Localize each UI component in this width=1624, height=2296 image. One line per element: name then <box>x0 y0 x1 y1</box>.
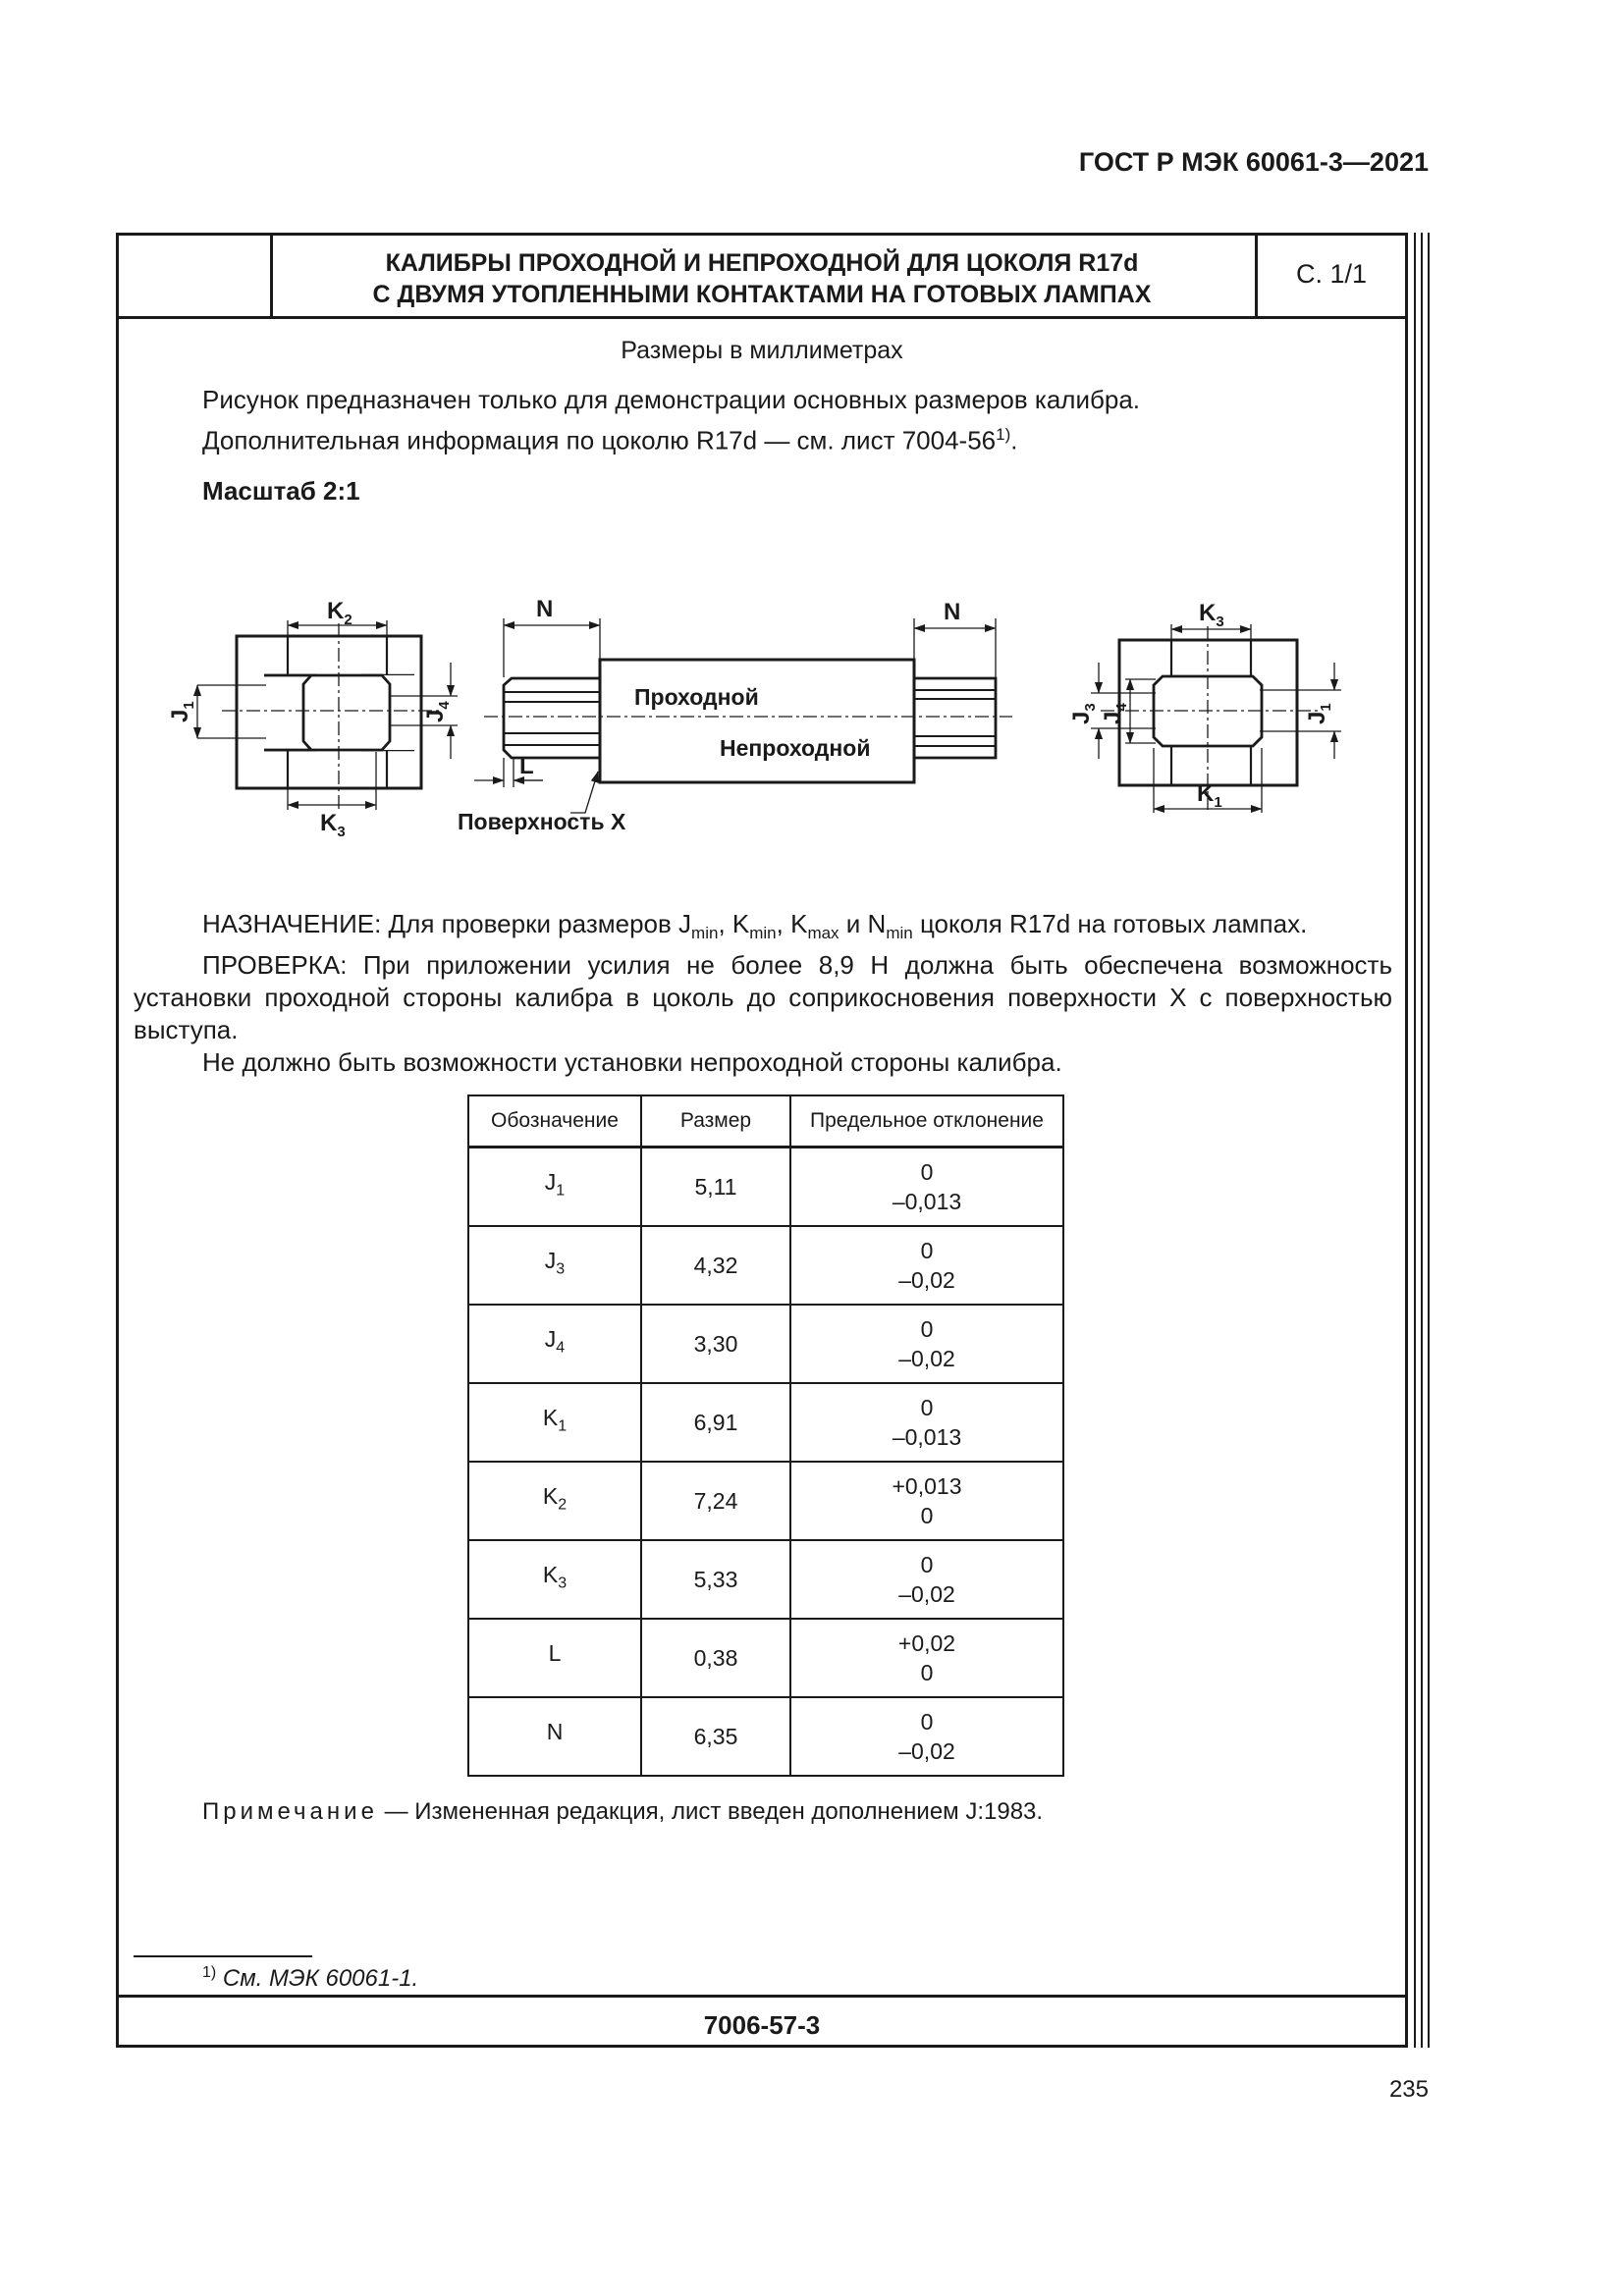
dim-label-k3-left: $K_3$ <box>320 810 346 840</box>
frame-double-line <box>1414 233 1416 2048</box>
symbol-cell: $K_2$ <box>468 1462 641 1540</box>
dim-label-j4-left: $J_4$ <box>422 701 453 722</box>
frame-double-line <box>1421 233 1423 2048</box>
dim-label-k1: $K_1$ <box>1197 780 1222 811</box>
table-row <box>468 1383 1063 1462</box>
footnote <box>202 1964 418 1993</box>
footnote-ref: 1) <box>996 425 1011 444</box>
footnote-rule <box>134 1955 312 1957</box>
dim-label-j4-right: $J_4$ <box>1100 703 1130 724</box>
units-note: Размеры в миллиметрах <box>621 337 903 364</box>
table-row <box>468 1697 1063 1776</box>
symbol-cell: $J_4$ <box>468 1305 641 1383</box>
table-row <box>468 1462 1063 1540</box>
title-block <box>119 236 1405 319</box>
purpose-text <box>134 908 1392 1079</box>
dim-label-j3: $J_3$ <box>1068 703 1099 724</box>
size-cell: 3,30 <box>641 1305 790 1383</box>
symbol-cell: N <box>468 1697 641 1776</box>
deviation-cell: 0 –0,02 <box>790 1305 1063 1383</box>
column-header: Предельное отклонение <box>790 1095 1063 1148</box>
footnote-text: См. МЭК 60061-1. <box>216 1965 419 1992</box>
intro-line-2-text: Дополнительная информация по цоколю R17d — см. лист 7004-56 <box>202 425 997 455</box>
intro-paragraph <box>202 383 1331 458</box>
column-header: Размер <box>641 1095 790 1148</box>
sheet-frame <box>116 233 1408 2048</box>
size-cell: 5,33 <box>641 1540 790 1619</box>
dim-label-j1-right: $J_1$ <box>1304 703 1334 724</box>
page-number: 235 <box>1388 2076 1429 2103</box>
title-line-1: КАЛИБРЫ ПРОХОДНОЙ И НЕПРОХОДНОЙ ДЛЯ ЦОКОЛЯ R17d <box>385 249 1139 277</box>
frame-double-line <box>1428 233 1430 2048</box>
size-cell: 0,38 <box>641 1619 790 1697</box>
note <box>202 1798 1043 1826</box>
table-row <box>468 1148 1063 1227</box>
deviation-cell: 0 –0,02 <box>790 1540 1063 1619</box>
intro-line-2 <box>202 417 1331 458</box>
size-cell: 5,11 <box>641 1148 790 1227</box>
intro-line-2-end: . <box>1010 425 1018 455</box>
sheet-title <box>276 247 1248 310</box>
table-row <box>468 1540 1063 1619</box>
purpose-paragraph: НАЗНАЧЕНИЕ: Для проверки размеров $J_{min}$, $K_{min}$, $K_{max}$ и $N_{min}$ цоколя R17d на готовых лампах. <box>202 909 1308 943</box>
note-label: Примечание <box>202 1798 378 1825</box>
intro-line-1: Рисунок предназначен только для демонстрации основных размеров калибра. <box>202 385 1141 414</box>
deviation-cell: 0 –0,013 <box>790 1383 1063 1462</box>
symbol-cell: $J_1$ <box>468 1148 641 1227</box>
size-cell: 4,32 <box>641 1226 790 1305</box>
left-end-view <box>197 620 458 810</box>
dim-label-k2: $K_2$ <box>327 598 352 628</box>
bottom-rule <box>119 1995 1405 1998</box>
scale-label: Масштаб 2:1 <box>202 476 360 506</box>
column-header: Обозначение <box>468 1095 641 1148</box>
standard-code: ГОСТ Р МЭК 60061-3—2021 <box>1078 147 1429 177</box>
table-row <box>468 1619 1063 1697</box>
table-row <box>468 1226 1063 1305</box>
center-side-view <box>474 618 1012 813</box>
title-line-2: С ДВУМЯ УТОПЛЕННЫМИ КОНТАКТАМИ НА ГОТОВЫХ ЛАМПАХ <box>372 281 1152 308</box>
surface-x-label: Поверхность X <box>458 809 626 834</box>
deviation-cell: +0,02 0 <box>790 1619 1063 1697</box>
nogo-side-label: Непроходной <box>720 735 871 761</box>
dim-label-l: L <box>519 753 534 779</box>
dim-label-k3-right: $K_3$ <box>1199 600 1224 630</box>
dim-label-n-left: N <box>536 596 554 622</box>
size-cell: 6,35 <box>641 1697 790 1776</box>
deviation-cell: 0 –0,02 <box>790 1226 1063 1305</box>
dimensions-table <box>467 1095 1064 1777</box>
sheet-number: 7006-57-3 <box>703 2010 821 2040</box>
symbol-cell: $J_3$ <box>468 1226 641 1305</box>
note-text: — Измененная редакция, лист введен дополнением J:1983. <box>377 1798 1044 1825</box>
nogo-paragraph: Не должно быть возможности установки непроходной стороны калибра. <box>202 1047 1062 1078</box>
check-paragraph: ПРОВЕРКА: При приложении усилия не более 8,9 Н должна быть обеспечена возможность установки проходной стороны калибра в цоколь до соприкосновения поверхности X с поверхностью выступа. <box>134 950 1392 1045</box>
size-cell: 6,91 <box>641 1383 790 1462</box>
dim-label-n-right: N <box>944 599 961 625</box>
table-header-row <box>468 1095 1063 1148</box>
deviation-cell: 0 –0,02 <box>790 1697 1063 1776</box>
deviation-cell: +0,013 0 <box>790 1462 1063 1540</box>
dim-label-j1-left: $J_1$ <box>167 701 197 722</box>
title-block-divider <box>270 236 273 316</box>
go-side-label: Проходной <box>634 684 759 710</box>
deviation-cell: 0 –0,013 <box>790 1148 1063 1227</box>
footnote-mark: 1) <box>202 1964 217 1981</box>
symbol-cell: $K_1$ <box>468 1383 641 1462</box>
size-cell: 7,24 <box>641 1462 790 1540</box>
table-row <box>468 1305 1063 1383</box>
sheet-page-indicator: С. 1/1 <box>1295 259 1368 289</box>
symbol-cell: $K_3$ <box>468 1540 641 1619</box>
symbol-cell: L <box>468 1619 641 1697</box>
